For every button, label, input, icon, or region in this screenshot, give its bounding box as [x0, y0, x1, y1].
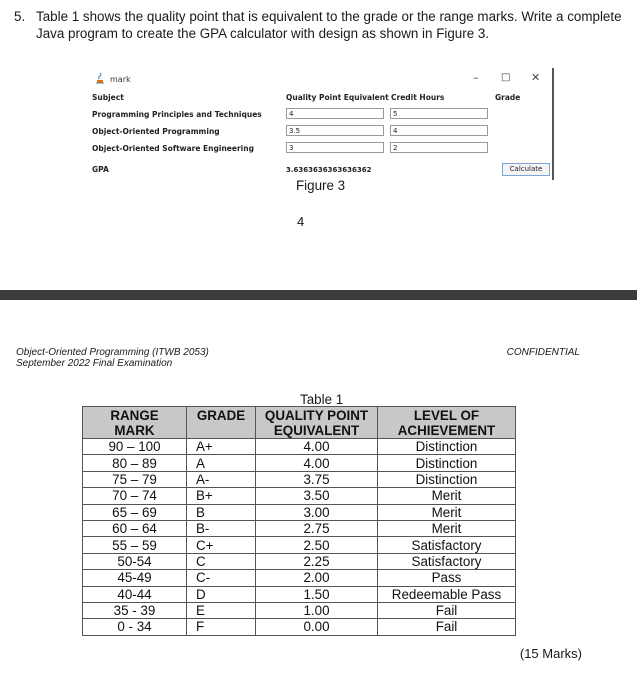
- column-header: [187, 407, 256, 439]
- grade-cell: B+: [187, 488, 256, 504]
- achievement-cell: Distinction: [378, 455, 516, 471]
- achievement-cell: Pass: [378, 570, 516, 586]
- column-header-line: LEVEL OF: [413, 407, 480, 423]
- column-header-line: QUALITY POINT: [264, 407, 369, 423]
- quality-point-cell: 2.25: [256, 553, 378, 569]
- column-header-line: GRADE: [196, 408, 246, 423]
- table-row: [83, 602, 516, 618]
- range-mark-cell: 55 – 59: [83, 537, 187, 553]
- subject-header: Subject: [92, 93, 124, 102]
- credit-hours-field[interactable]: 4: [390, 125, 488, 136]
- quality-point-cell: 3.00: [256, 504, 378, 520]
- table-row: [83, 553, 516, 569]
- grade-cell: A-: [187, 471, 256, 487]
- range-mark-cell: 75 – 79: [83, 471, 187, 487]
- marks-label: (15 Marks): [519, 646, 582, 661]
- column-header: [378, 407, 516, 439]
- achievement-cell: Fail: [378, 602, 516, 618]
- maximize-button[interactable]: □: [501, 72, 511, 83]
- quality-point-cell: 2.75: [256, 520, 378, 536]
- quality-point-field[interactable]: 4: [286, 108, 384, 119]
- achievement-cell: Satisfactory: [378, 537, 516, 553]
- table-row: [83, 586, 516, 602]
- subject-label: Programming Principles and Techniques: [92, 110, 262, 119]
- confidential-label: CONFIDENTIAL: [506, 347, 580, 358]
- grade-cell: B-: [187, 520, 256, 536]
- grade-cell: A: [187, 455, 256, 471]
- subject-label: Object-Oriented Programming: [92, 127, 220, 136]
- range-mark-cell: 60 – 64: [83, 520, 187, 536]
- range-mark-cell: 45-49: [83, 570, 187, 586]
- grade-cell: E: [187, 602, 256, 618]
- table-row: [83, 488, 516, 504]
- quality-point-cell: 1.00: [256, 602, 378, 618]
- gpa-calculator-window: [90, 68, 554, 180]
- achievement-cell: Distinction: [378, 471, 516, 487]
- table-row: [83, 504, 516, 520]
- page-number: 4: [297, 214, 305, 229]
- grade-cell: A+: [187, 439, 256, 455]
- grade-cell: D: [187, 586, 256, 602]
- quality-point-cell: 2.00: [256, 570, 378, 586]
- range-mark-cell: 50-54: [83, 553, 187, 569]
- table-row: [83, 439, 516, 455]
- range-mark-cell: 40-44: [83, 586, 187, 602]
- page-separator: [0, 290, 637, 300]
- quality-point-field[interactable]: 3.5: [286, 125, 384, 136]
- achievement-cell: Fail: [378, 619, 516, 635]
- grade-cell: F: [187, 619, 256, 635]
- range-mark-cell: 80 – 89: [83, 455, 187, 471]
- page-header-left: [16, 347, 209, 369]
- grade-header: Grade: [495, 93, 521, 102]
- quality-point-cell: 3.50: [256, 488, 378, 504]
- range-mark-cell: 70 – 74: [83, 488, 187, 504]
- column-header-line: RANGE: [110, 407, 159, 423]
- calculate-button[interactable]: Calculate: [502, 163, 550, 176]
- credit-hours-field[interactable]: 5: [390, 108, 488, 119]
- column-header-line: ACHIEVEMENT: [397, 422, 496, 438]
- subject-label: Object-Oriented Software Engineering: [92, 144, 254, 153]
- course-line: Object-Oriented Programming (ITWB 2053): [16, 347, 209, 358]
- table-row: [83, 520, 516, 536]
- quality-point-cell: 2.50: [256, 537, 378, 553]
- close-button[interactable]: ✕: [531, 71, 541, 84]
- table-header-row: [83, 407, 516, 439]
- quality-point-field[interactable]: 3: [286, 142, 384, 153]
- achievement-cell: Redeemable Pass: [378, 586, 516, 602]
- quality-point-cell: 4.00: [256, 455, 378, 471]
- grade-table: [82, 406, 516, 636]
- table-row: [83, 455, 516, 471]
- grade-cell: C-: [187, 570, 256, 586]
- quality-point-cell: 3.75: [256, 471, 378, 487]
- window-title: mark: [110, 75, 131, 84]
- range-mark-cell: 0 - 34: [83, 619, 187, 635]
- range-mark-cell: 65 – 69: [83, 504, 187, 520]
- grade-cell: B: [187, 504, 256, 520]
- quality-point-cell: 1.50: [256, 586, 378, 602]
- grade-cell: C: [187, 553, 256, 569]
- java-icon: [94, 73, 106, 85]
- achievement-cell: Distinction: [378, 439, 516, 455]
- minimize-button[interactable]: –: [473, 71, 479, 84]
- gpa-value: 3.6363636363636362: [286, 166, 372, 174]
- achievement-cell: Merit: [378, 504, 516, 520]
- quality-point-cell: 4.00: [256, 439, 378, 455]
- table-row: [83, 619, 516, 635]
- table-row: [83, 537, 516, 553]
- quality-point-cell: 0.00: [256, 619, 378, 635]
- table-row: [83, 570, 516, 586]
- range-mark-cell: 90 – 100: [83, 439, 187, 455]
- exam-line: September 2022 Final Examination: [16, 358, 173, 369]
- question-number: 5.: [14, 9, 26, 24]
- question-text: Table 1 shows the quality point that is equivalent to the grade or the range marks. Write a complete Java program to create the GPA calculator with design as shown in Figure 3.: [36, 9, 622, 41]
- column-header: [83, 407, 187, 439]
- achievement-cell: Merit: [378, 520, 516, 536]
- achievement-cell: Merit: [378, 488, 516, 504]
- figure-caption: Figure 3: [296, 178, 346, 193]
- gpa-label: GPA: [92, 165, 109, 174]
- table-row: [83, 471, 516, 487]
- column-header-line: MARK: [114, 422, 155, 438]
- table-title: Table 1: [300, 392, 344, 407]
- achievement-cell: Satisfactory: [378, 553, 516, 569]
- quality-point-header: Quality Point Equivalent: [286, 93, 389, 102]
- column-header-line: EQUIVALENT: [273, 422, 360, 438]
- grade-cell: C+: [187, 537, 256, 553]
- credit-hours-field[interactable]: 2: [390, 142, 488, 153]
- column-header: [256, 407, 378, 439]
- range-mark-cell: 35 - 39: [83, 602, 187, 618]
- window-titlebar: [90, 68, 550, 90]
- credit-hours-header: Credit Hours: [391, 93, 445, 102]
